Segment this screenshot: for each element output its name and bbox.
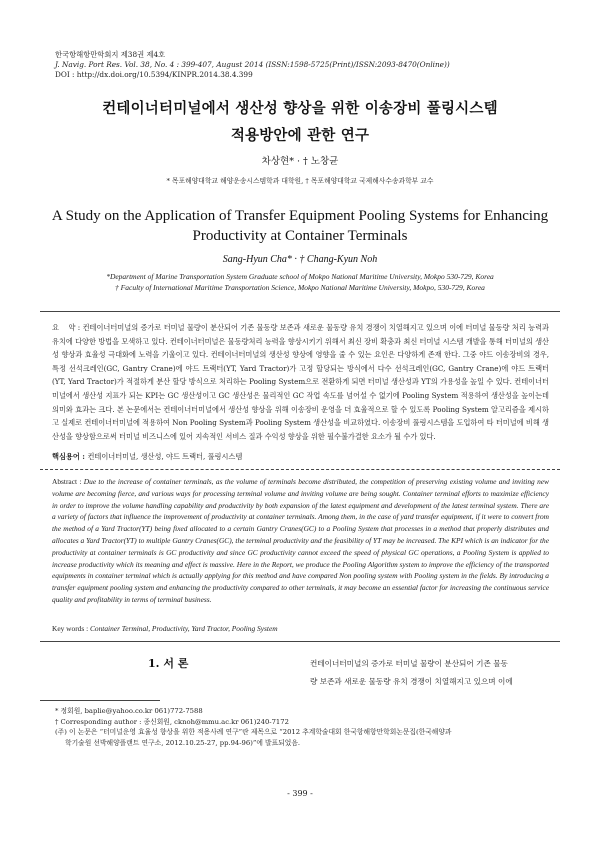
abstract-top-rule	[40, 311, 560, 312]
english-authors: Sang-Hyun Cha* · † Chang-Kyun Noh	[222, 254, 378, 265]
korean-title	[40, 95, 560, 149]
journal-citation: J. Navig. Port Res. Vol. 38, No. 4 : 399-407, August 2014 (ISSN:1598-5725(Print)/ISSN:2093-8470(Online))	[55, 59, 450, 69]
english-abstract	[52, 476, 549, 606]
section-body-text	[310, 655, 555, 691]
korean-title-line1: 컨테이너터미널에서 생산성 향상을 위한 이송장비 풀링시스템	[102, 100, 498, 117]
english-keywords-label: Key words :	[52, 624, 90, 633]
english-keywords	[52, 624, 549, 633]
footnote-note-line1: (주) 이 논문은 “터미널운영 효율성 향상을 위한 적용사례 연구”란 제목으로 “2012 추계학술대회 한국항해항만학회논문집(한국해양과	[55, 728, 452, 737]
page-number: - 399 -	[287, 789, 313, 798]
korean-keywords	[52, 452, 549, 462]
english-title	[40, 206, 560, 246]
korean-authors: 차상현* · † 노창균	[261, 156, 339, 167]
english-affiliations	[40, 272, 560, 293]
abstract-divider	[40, 469, 560, 470]
footnote-author1: * 정회원, baplie@yahoo.co.kr 061)772-7588	[55, 707, 203, 715]
journal-name-korean: 한국항해항만학회지 제38권 제4호	[55, 50, 166, 59]
korean-abstract-text: 컨테이너터미널의 증가로 터미널 물량이 분산되어 기존 물동량 보존과 새로운 물동량 유치 경쟁이 치열해지고 있으며 이에 터미널 물동량 처리 능력과 유치에 다양한 방법을 모색하고 있다. 컨테이너터미널은 물동량처리 능력을 향상시키기 위해서 최신 장비 확충과 최신 터미널 시스템 개발을 통해 터미널의 생산성 향상과 효율성 극대화에 노력을 기울이고 있다. 컨테이너터미널의 생산성 향상에 영향을 줄 수 있는 요인은 다양하게 존재 한다. 그중 야드 이송장비의 경우, 특정 선석크레인(GC, Gantry Crane)에 야드 트랙터(YT, Yard Tractor)가 고정 할당되는 방식에서 다수 선석크레인(GC, Gantry Crane)에 야드 트랙터(YT, Yard Tractor)가 적절하게 분산 할당 방식으로 처리하는 Pooling System으로 전환하게 되면 터미널 생산성과 YT의 가용성을 높일 수 있다. 컨테이너터미널에서 생산성 지표가 되는 KPI는 GC 생산성이고 GC 생산성은 물리적인 GC 작업 속도를 넘어설 수 없기에 Pooling System 적용하여 생산성을 높이는데 의미와 효과는 크다. 본 논문에서는 컨테이너터미널에서 생산성 향상을 위해 이송장비 운영을 더 효율적으로 할 수 있도록 Pooling System 알고리즘을 제시하고 실제로 컨테이너터미널에 적용하여 Non Pooling System과 Pooling System 생산성을 비교하였다. 이송장비 풀링시스템을 도입하여 타 터미널에 비해 생산성을 향상함으로써 터미널 비즈니스에 있어 지속적인 서비스 질과 수익성 향상을 위한 필수불가결한 요소가 될 수가 있다.	[52, 323, 550, 441]
section-heading: 1. 서 론	[148, 657, 189, 670]
footnotes	[55, 706, 555, 748]
english-affiliation-1: *Department of Marine Transportation System Graduate school of Mokpo National Maritime University, Mokpo 530-729, Korea	[106, 272, 494, 281]
journal-doi: DOI : http://dx.doi.org/10.5394/KINPR.2014.38.4.399	[55, 69, 253, 79]
english-keywords-text: Container Terminal, Productivity, Yard Tractor, Pooling System	[89, 624, 278, 633]
korean-abstract	[52, 321, 549, 443]
footnote-rule	[40, 700, 160, 701]
korean-keywords-label: 핵심용어 :	[52, 452, 88, 461]
section-body-line1: 컨테이너터미널의 증가로 터미널 물량이 분산되어 기존 물동	[310, 659, 508, 668]
english-abstract-label: Abstract :	[52, 477, 84, 486]
footnote-corresponding: † Corresponding author : 종신회원, cknoh@mmu.ac.kr 061)240-7172	[55, 717, 289, 726]
korean-affiliations: * 목포해양대학교 해양운송시스템학과 대학원, † 목포해양대학교 국제해사수송과학부 교수	[166, 177, 434, 185]
section-body-line2: 량 보존과 새로운 물동량 유치 경쟁이 치열해지고 있으며 이에	[310, 677, 513, 686]
footnote-note-line2: 학기술원 선박해양플랜트 연구소, 2012.10.25-27, pp.94-96)”에 발표되었음.	[65, 738, 301, 747]
english-affiliation-2: † Faculty of International Maritime Transportation Science, Mokpo National Maritime University, Mokpo, 530-729, Korea	[115, 282, 485, 292]
english-abstract-text: Due to the increase of container terminals, as the volume of terminals become distributed, the competition of preserving existing volume and inviting new volume are becoming fierce, and various ways for processing terminal volume and inviting volume are being sought. Container terminal efforts to maximize efficiency in order to improve the volume handling capability and productivity by both expansion of the latest equipment and development of the latest terminal system. There are a variety of factors that influence the improvement of productivity at container terminals. Among them, in the case of yard transfer equipment, if it were to convert from the method of a Yard Tractor(YT) being fixed allocated to a certain Gantry Cranes(GC) to a Pooling System that processes in a method that properly distributes and allocates a Yard Tractor(YT) to multiple Gantry Cranes(GC), the terminal productivity and the feasibility of YT may be increased. The KPI which is an indicator for the productivity at container terminals is GC productivity and since GC productivity cannot exceed the speed of physical GC operations, a Pooling System is applied to increase productivity which its meaning and effect is massive. Here in the Report, we produce the Pooling Algorithm system to improve the efficiency of the transported equipments in container terminal which is actually applying for this method and have compared Non pooling system with Pooling system in the fields. By introducing a transfer equipment pooling system and enhancing the productivity compared to other terminals, it may become an essential factor for increasing the continuous service quality and profitability in terms of terminal business.	[52, 477, 549, 604]
english-title-line1: A Study on the Application of Transfer Equipment Pooling Systems for Enhancing	[51, 208, 549, 224]
korean-abstract-label: 요 약 :	[52, 323, 83, 332]
journal-header	[55, 50, 555, 79]
korean-title-line2: 적용방안에 관한 연구	[230, 127, 370, 144]
korean-keywords-text: 컨테이너터미널, 생산성, 야드 트랙터, 풀링시스템	[87, 452, 243, 461]
english-title-line2: Productivity at Container Terminals	[192, 228, 408, 244]
abstract-bottom-rule	[40, 641, 560, 642]
